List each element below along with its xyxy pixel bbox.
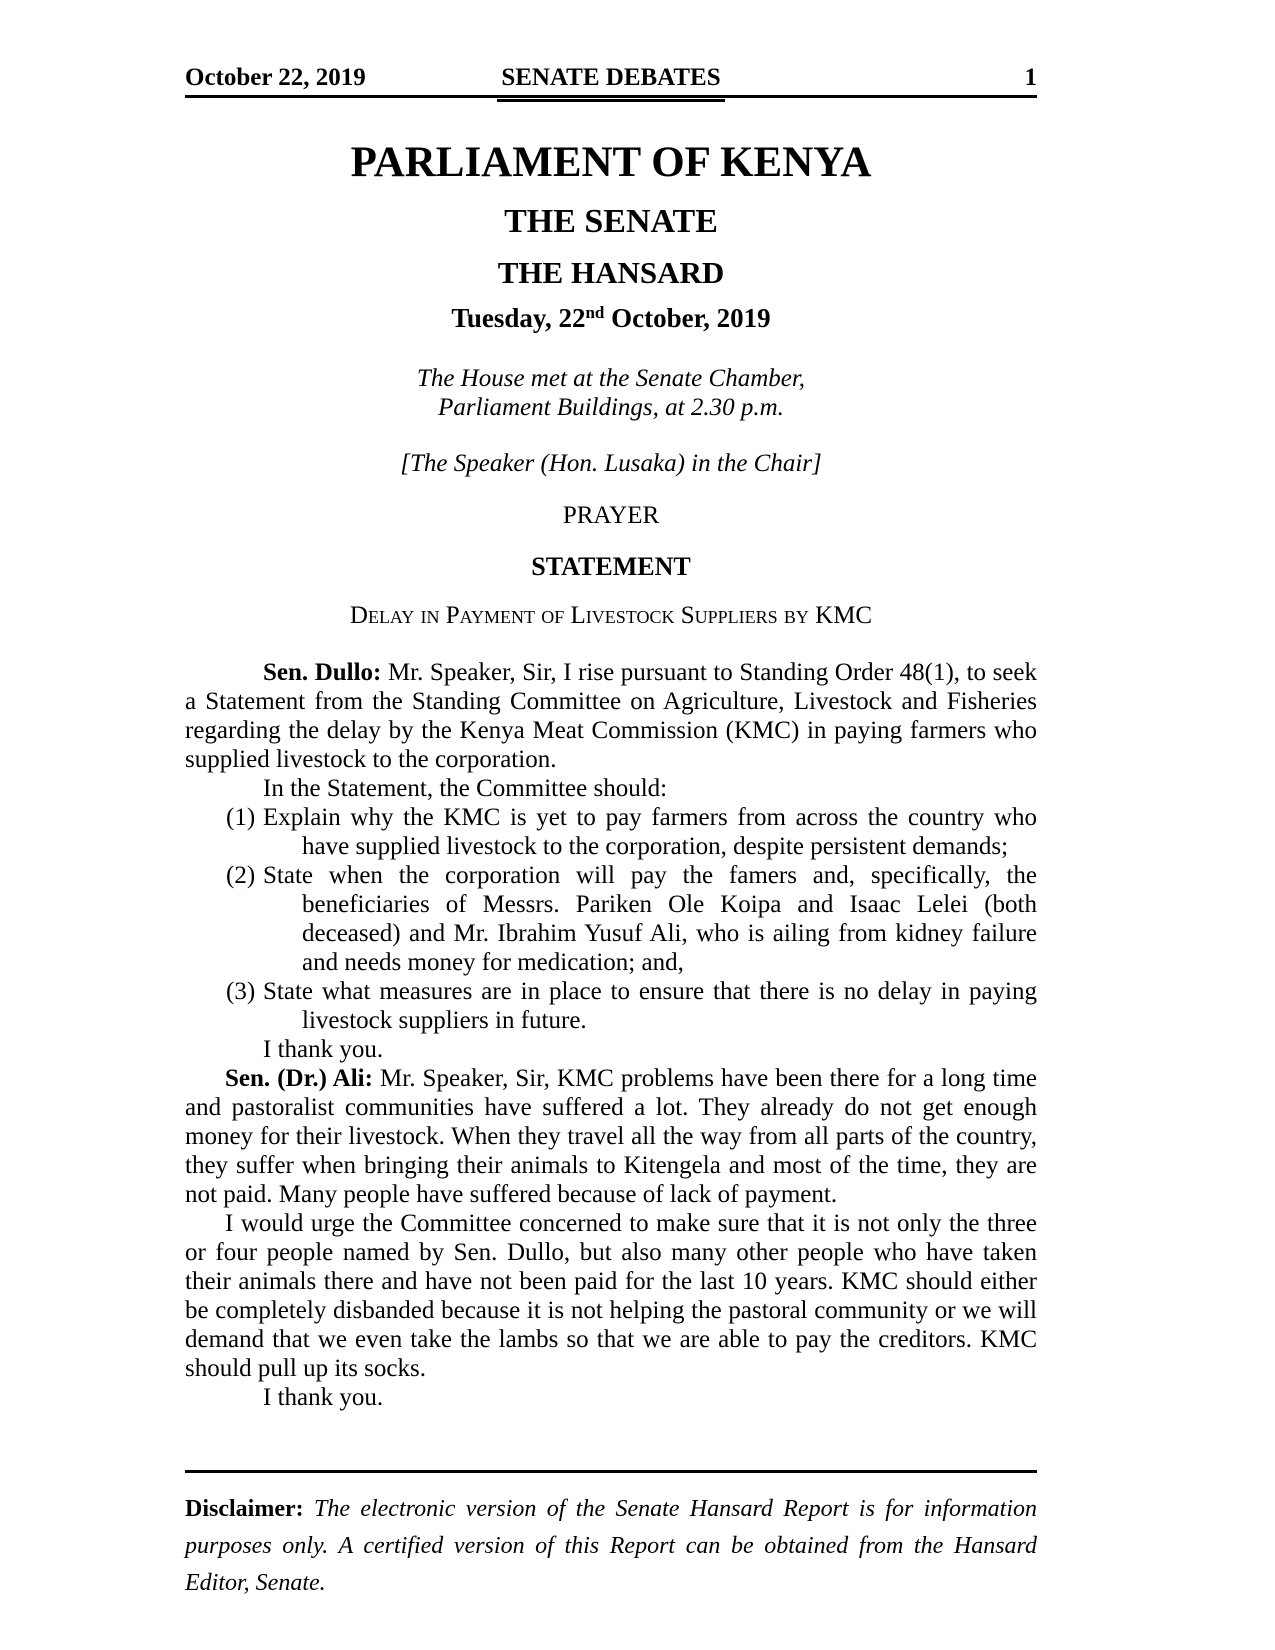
sitting-date-prefix: Tuesday, 22 <box>451 303 586 333</box>
header-page-number: 1 <box>1024 64 1037 91</box>
statement-request-item-2 <box>185 861 1037 977</box>
header-title: SENATE DEBATES <box>501 64 721 91</box>
speech-dullo-opening <box>185 658 1037 774</box>
disclaimer-text: The electronic version of the Senate Hansard Report is for information purposes only. A certified version of this Report can be obtained from the Hansard Editor, Senate. <box>185 1496 1037 1596</box>
meeting-note <box>185 364 1037 422</box>
chair-note: [The Speaker (Hon. Lusaka) in the Chair] <box>400 450 822 477</box>
statement-subheading: Delay in Payment of Livestock Suppliers by KMC <box>349 602 873 629</box>
item-1-text: Explain why the KMC is yet to pay farmers from across the country who have supplied livestock to the corporation, despite persistent demands; <box>263 804 1037 860</box>
speaker-name-dullo: Sen. Dullo: <box>263 659 382 686</box>
speech-dullo-closing: I thank you. <box>263 1036 384 1063</box>
sitting-date-suffix: October, 2019 <box>604 303 771 333</box>
sitting-date-ordinal: nd <box>585 303 605 322</box>
speech-dullo-opening-text: Mr. Speaker, Sir, I rise pursuant to Standing Order 48(1), to seek a Statement from the Standing Committee on Agriculture, Livestock and Fisheries regarding the delay by the Kenya Meat Commission (KMC) in paying farmers who supplied livestock to the corporation. <box>185 659 1037 773</box>
prayer-heading: PRAYER <box>562 502 660 529</box>
item-1-number: (1) <box>226 804 256 831</box>
speech-dullo-intro: In the Statement, the Committee should: <box>263 775 668 802</box>
speech-ali-paragraph-1 <box>185 1064 1037 1209</box>
item-2-text: State when the corporation will pay the famers and, specifically, the beneficiaries of Messrs. Pariken Ole Koipa and Isaac Lelei (both deceased) and Mr. Ibrahim Yusuf Ali, who is ailing from kidney failure and needs money for medication; and, <box>263 862 1037 976</box>
statement-heading: STATEMENT <box>531 552 691 581</box>
statement-request-item-1 <box>185 803 1037 861</box>
page-footer <box>185 1470 1037 1602</box>
header-date: October 22, 2019 <box>185 64 366 91</box>
speech-ali-closing: I thank you. <box>263 1384 384 1411</box>
item-3-text: State what measures are in place to ensure that there is no delay in paying livestock suppliers in future. <box>263 978 1037 1034</box>
chamber-title: THE SENATE <box>504 203 718 240</box>
meeting-line-1: The House met at the Senate Chamber, <box>416 365 806 392</box>
parliament-title: PARLIAMENT OF KENYA <box>350 139 872 186</box>
speech-ali-paragraph-2: I would urge the Committee concerned to make sure that it is not only the three or four people named by Sen. Dullo, but also many other people who have taken their animals there and have not been paid for the last 10 years. KMC should either be completely disbanded because it is not helping the pastoral community or we will demand that we even take the lambs so that we are able to pay the creditors. KMC should pull up its socks. <box>185 1210 1037 1382</box>
meeting-line-2: Parliament Buildings, at 2.30 p.m. <box>438 394 784 421</box>
debate-body <box>185 658 1037 1412</box>
statement-request-item-3 <box>185 977 1037 1035</box>
masthead <box>185 138 1037 334</box>
item-2-number: (2) <box>226 862 256 889</box>
running-header <box>185 64 1037 98</box>
disclaimer <box>185 1491 1037 1602</box>
speech-ali-paragraph-1-text: Mr. Speaker, Sir, KMC problems have been there for a long time and pastoralist communities have suffered a lot. They already do not get enough money for their livestock. When they travel all the way from all parts of the country, they suffer when bringing their animals to Kitengela and most of the time, they are not paid. Many people have suffered because of lack of payment. <box>185 1065 1037 1208</box>
publication-title: THE HANSARD <box>497 255 725 290</box>
disclaimer-label: Disclaimer: <box>185 1496 304 1522</box>
speaker-name-ali: Sen. (Dr.) Ali: <box>225 1065 373 1092</box>
item-3-number: (3) <box>226 978 256 1005</box>
sitting-date <box>185 303 1037 334</box>
